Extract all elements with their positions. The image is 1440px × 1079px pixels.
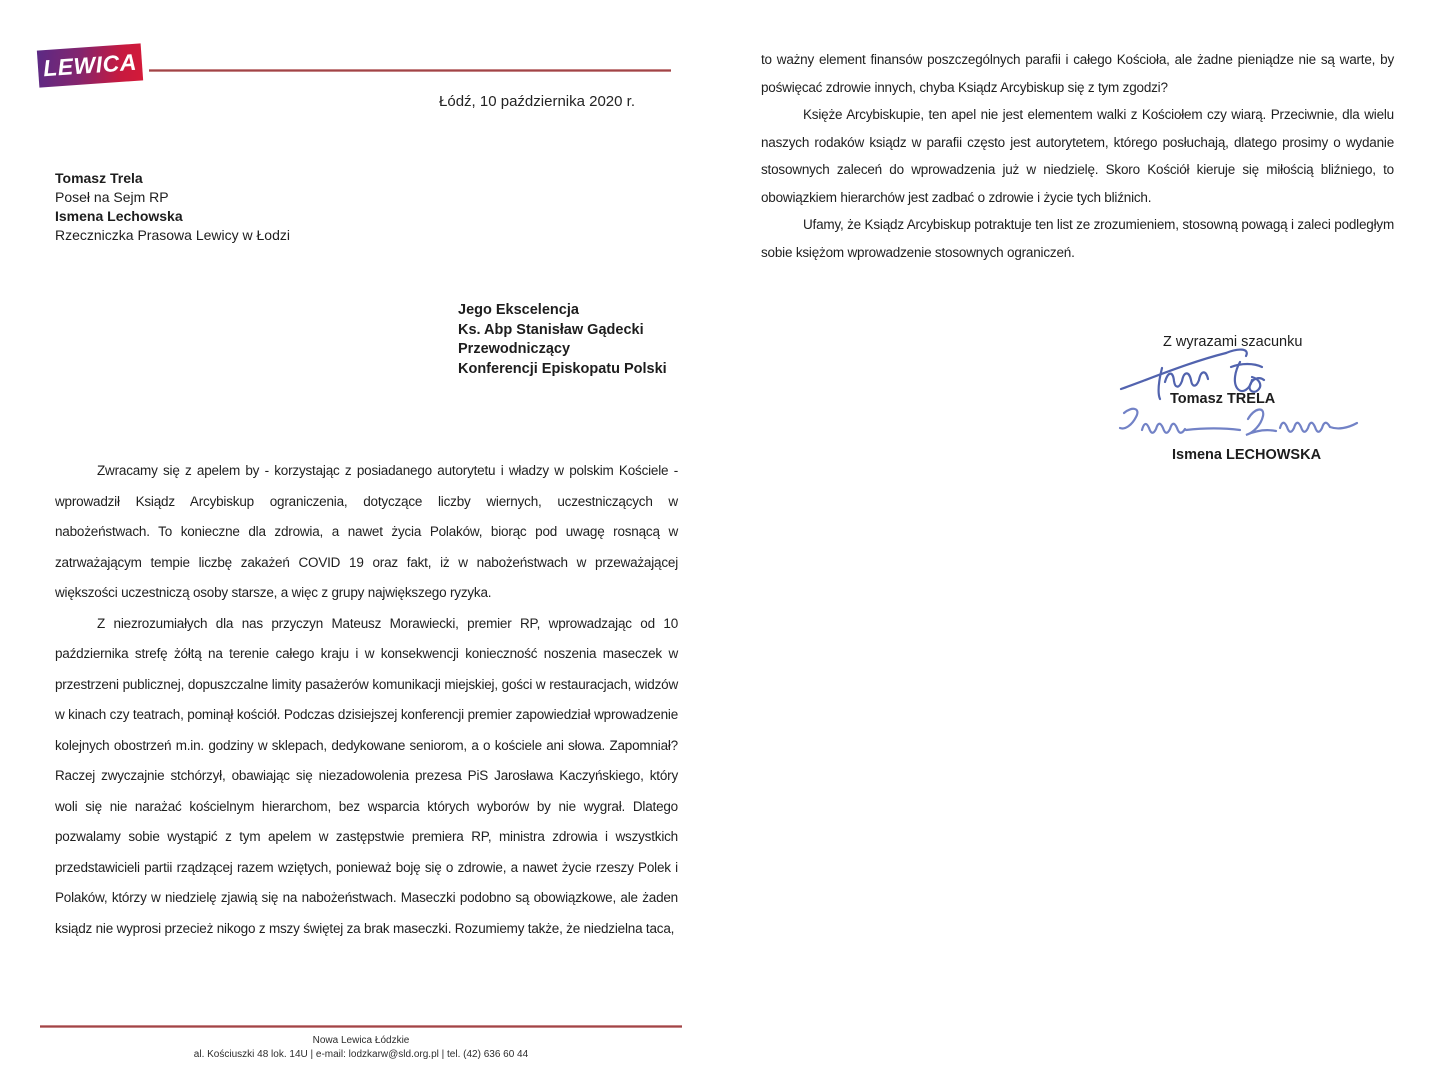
footer-rule <box>40 1025 682 1028</box>
paragraph-1: Zwracamy się z apelem by - korzystając z posiadanego autorytetu i władzy w polskim Kościele - wprowadził Ksiądz Arcybiskup ograniczenia, dotyczące liczby wiernych, uczestniczących w nabożeństwach. To konieczne dla zdrowia, a nawet życia Polaków, biorąc pod uwagę rosnącą w zatrważającym tempie liczbę zakażeń COVID 19 oraz fakt, iż w nabożeństwach w przeważającej większości uczestniczą osoby starsze, a więc z grupy największego ryzyka. <box>55 463 678 600</box>
header-rule <box>149 69 671 72</box>
sender-block <box>55 169 290 245</box>
lewica-logo <box>37 43 143 87</box>
paragraph-4: Ufamy, że Ksiądz Arcybiskup potraktuje ten list ze zrozumieniem, stosowną powagą i zaleci podległym sobie księżom wprowadzenie stosownych ograniczeń. <box>761 217 1394 260</box>
signer-name-1: Tomasz TRELA <box>1170 391 1276 407</box>
paragraph-2: Z niezrozumiałych dla nas przyczyn Mateusz Morawiecki, premier RP, wprowadzając od 10 października strefę żółtą na terenie całego kraju i w konsekwencji konieczność noszenia maseczek w przestrzeni publicznej, dopuszczalne limity pasażerów komunikacji miejskiej, gości w restauracjach, widzów w kinach czy teatrach, pominął kościół. Podczas dzisiejszej konferencji premier zapowiedział wprowadzenie kolejnych obostrzeń m.in. godziny w sklepach, dedykowane seniorom, a o kościele ani słowa. Zapomniał? Raczej zwyczajnie stchórzył, obawiając się niezadowolenia prezesa PiS Jarosława Kaczyńskiego, który woli się nie narażać kościelnym hierarchom, bez wsparcia których wyborów by nie wygrał. Dlatego pozwalamy sobie wystąpić z tym apelem w zastępstwie premiera RP, ministra zdrowia i wszystkich przedstawicieli partii rządzącej razem wziętych, ponieważ boję się o zdrowie, a nawet życie rzeszy Polek i Polaków, którzy w niedzielę zjawią się na nabożeństwach. Maseczki podobno są obowiązkowe, ale żaden ksiądz nie wyprosi przecież nikogo z mszy świętej za brak maseczki. Rozumiemy także, że niedzielna taca, <box>55 615 678 936</box>
lewica-logo-text: LEWICA <box>42 48 138 82</box>
paragraph-3: Księże Arcybiskupie, ten apel nie jest elementem walki z Kościołem czy wiarą. Przeciwnie, dla wielu naszych rodaków ksiądz w parafii często jest autorytetem, którego posłuchają, dlatego prosimy o wydanie stosownych zaleceń do wprowadzenia już w niedzielę. Skoro Kościół kieruje się miłością bliźniego, to obowiązkiem hierarchów jest zadbać o zdrowie i życie tych bliźnich. <box>761 107 1394 205</box>
recipient-block <box>458 301 667 379</box>
recipient-line-3: Przewodniczący <box>458 341 571 357</box>
date-line: Łódź, 10 października 2020 r. <box>439 93 635 110</box>
handwritten-signature-ismena-lechowska-icon <box>1112 404 1377 448</box>
sender-name-1: Tomasz Trela <box>55 170 143 186</box>
letter-body-page-1 <box>55 456 678 944</box>
signer-name-2: Ismena LECHOWSKA <box>1172 447 1322 463</box>
footer-contact: al. Kościuszki 48 lok. 14U | e-mail: lodzkarw@sld.org.pl | tel. (42) 636 60 44 <box>193 1048 529 1060</box>
letter-body-page-2 <box>761 46 1394 266</box>
recipient-line-2: Ks. Abp Stanisław Gądecki <box>458 321 644 338</box>
footer-block <box>40 1034 682 1061</box>
closing-salutation: Z wyrazami szacunku <box>1163 334 1303 350</box>
recipient-line-1: Jego Ekscelencja <box>458 302 579 318</box>
sender-role-1: Poseł na Sejm RP <box>55 189 169 205</box>
recipient-line-4: Konferencji Episkopatu Polski <box>458 360 667 377</box>
footer-organization: Nowa Lewica Łódzkie <box>312 1035 410 1046</box>
sender-name-2: Ismena Lechowska <box>55 208 183 224</box>
paragraph-2-continued: to ważny element finansów poszczególnych parafii i całego Kościoła, ale żadne pieniądze nie są warte, by poświęcać zdrowie innych, chyba Ksiądz Arcybiskup się z tym zgodzi? <box>761 52 1394 95</box>
sender-role-2: Rzeczniczka Prasowa Lewicy w Łodzi <box>55 227 290 243</box>
